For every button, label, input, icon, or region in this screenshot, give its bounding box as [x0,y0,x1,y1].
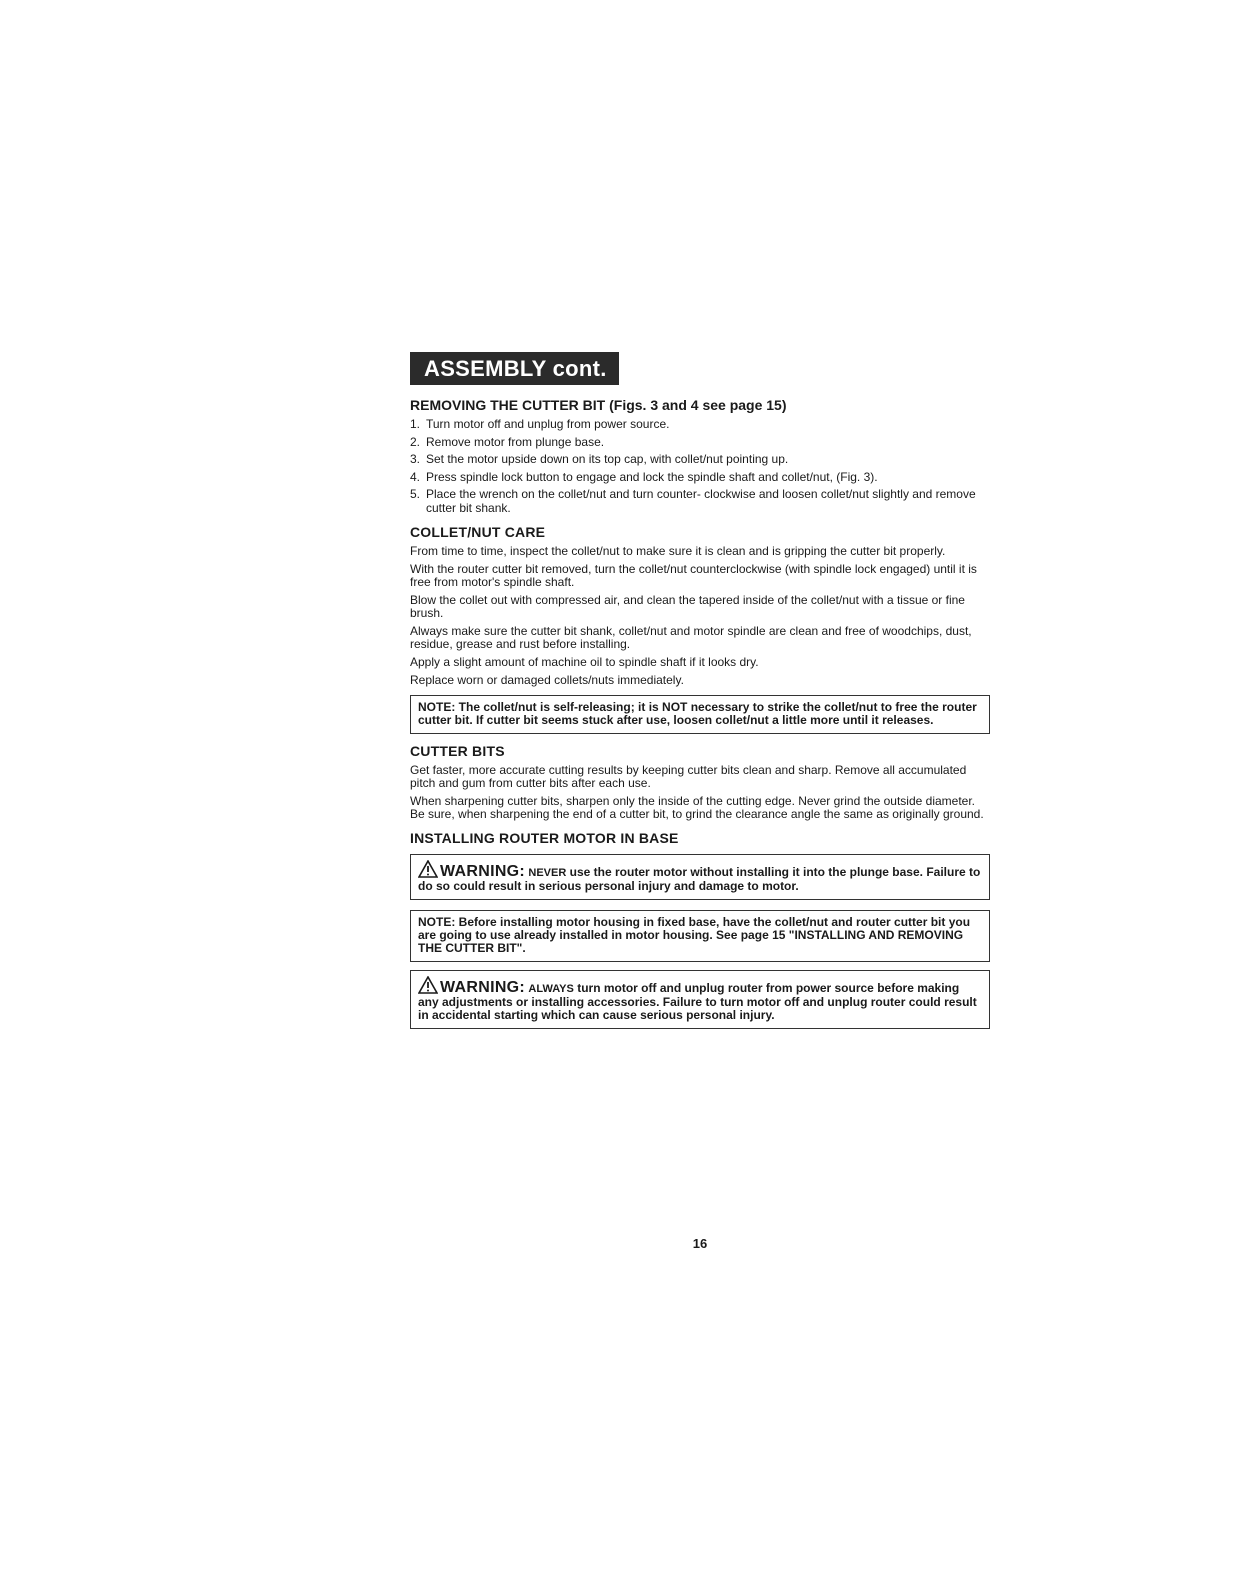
collet-note-box: NOTE: The collet/nut is self-releasing; it is NOT necessary to strike the collet/nut to free the router cutter bit. If cutter bit seems stuck after use, loosen collet/nut a little more until it releases. [410,695,990,734]
warning-text: use the router motor without installing it into the plunge base. Failure to do so could result in serious personal injury and damage to motor. [418,865,981,893]
step-number: 2. [410,434,421,449]
warning-lead-word: NEVER [528,867,567,879]
collet-care-paragraph: Apply a slight amount of machine oil to spindle shaft if it looks dry. [410,655,759,669]
step-text: Turn motor off and unplug from power source. [426,417,670,431]
list-item [410,453,990,467]
step-text: Place the wrench on the collet/nut and turn counter- clockwise and loosen collet/nut slightly and remove cutter bit shank. [426,487,976,515]
warning-label: WARNING: [440,863,526,880]
manual-page [410,352,990,1251]
removal-steps-list [410,418,990,515]
list-item [410,471,990,485]
page-number: 16 [692,1236,708,1251]
collet-care-heading: COLLET/NUT CARE [410,524,546,540]
step-text: Press spindle lock button to engage and lock the spindle shaft and collet/nut, (Fig. 3). [426,469,878,484]
list-item [410,418,990,432]
step-number: 5. [410,487,421,501]
step-number: 4. [410,469,421,484]
warning-box-always [410,970,990,1029]
cutter-bits-paragraph: When sharpening cutter bits, sharpen only the inside of the cutting edge. Never grind the outside diameter. Be sure, when sharpening the end of a cutter bit, to grind the clearance angle the same as originally ground. [410,794,984,821]
step-text: Remove motor from plunge base. [426,434,605,449]
list-item [410,488,990,515]
collet-care-paragraph: With the router cutter bit removed, turn the collet/nut counterclockwise (with spindle lock engaged) until it is free from motor's spindle shaft. [410,562,977,589]
step-number: 1. [410,417,421,431]
removing-cutter-bit-heading: REMOVING THE CUTTER BIT (Figs. 3 and 4 see page 15) [410,397,787,413]
warning-lead-word: ALWAYS [528,983,574,995]
warning-triangle-icon [418,860,438,878]
list-item [410,436,990,450]
collet-care-paragraph: From time to time, inspect the collet/nut to make sure it is clean and is gripping the cutter bit properly. [410,544,946,558]
warning-label: WARNING: [440,979,526,996]
collet-care-paragraph: Replace worn or damaged collets/nuts immediately. [410,673,684,687]
installing-heading: INSTALLING ROUTER MOTOR IN BASE [410,830,679,846]
warning-box-never [410,854,990,900]
step-number: 3. [410,452,421,466]
warning-text: turn motor off and unplug router from power source before making any adjustments or installing accessories. Failure to turn motor off and unplug router could result in accidental starting which can cause serious personal injury. [418,981,977,1022]
cutter-bits-paragraph: Get faster, more accurate cutting results by keeping cutter bits clean and sharp. Remove all accumulated pitch and gum from cutter bits after each use. [410,763,967,790]
collet-care-paragraph: Blow the collet out with compressed air, and clean the tapered inside of the collet/nut with a tissue or fine brush. [410,593,965,620]
collet-care-paragraph: Always make sure the cutter bit shank, collet/nut and motor spindle are clean and free of woodchips, dust, residue, grease and rust before installing. [410,624,972,651]
warning-triangle-icon [418,976,438,994]
step-text: Set the motor upside down on its top cap, with collet/nut pointing up. [426,452,789,466]
cutter-bits-heading: CUTTER BITS [410,743,505,759]
installing-note-box: NOTE: Before installing motor housing in fixed base, have the collet/nut and router cutter bit you are going to use already installed in motor housing. See page 15 "INSTALLING AND REMOVING THE CUTTER BIT". [410,910,990,962]
section-banner: ASSEMBLY cont. [410,352,619,385]
